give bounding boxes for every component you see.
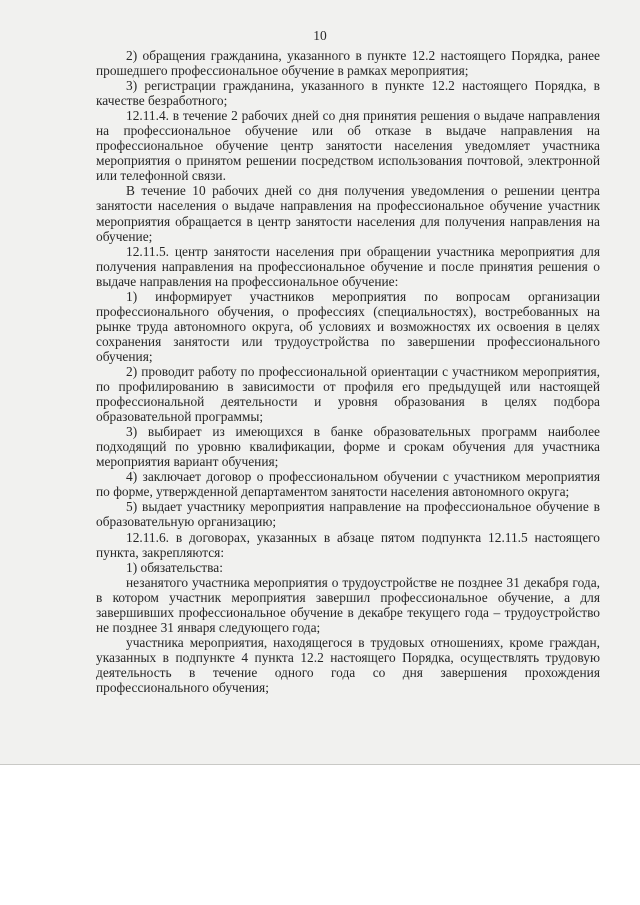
paragraph: 1) обязательства: <box>126 559 223 575</box>
paragraph: незанятого участника мероприятия о трудоустройстве не позднее 31 декабря года, в котором участник мероприятия завершил профессиональное обучение, а для завершивших профессиональное обучение в декабре текущего года – трудоустройство не позднее 31 января следующего года; <box>96 574 600 635</box>
paragraph: 12.11.4. в течение 2 рабочих дней со дня принятия решения о выдаче направления на профессиональное обучение или об отказе в выдаче направления на профессиональное обучение центр занятости населения уведомляет участника мероприятия о принятом решении посредством использования почтовой, электронной или телефонной связи. <box>96 108 600 184</box>
paragraph: 2) проводит работу по профессиональной ориентации с участником мероприятия, по профилированию в зависимости от профиля его предыдущей или настоящей профессиональной деятельности и уровня образования в целях подбора образовательной программы; <box>96 363 600 425</box>
paragraph: 12.11.6. в договорах, указанных в абзаце пятом подпункта 12.11.5 настоящего пункта, закрепляются: <box>96 529 600 560</box>
paragraph: В течение 10 рабочих дней со дня получения уведомления о решении центра занятости населения о выдаче направления на профессиональное обучение участник мероприятия обращается в центр занятости населения для получения направления на обучение; <box>96 183 600 244</box>
paragraph: 3) выбирает из имеющихся в банке образовательных программ наиболее подходящий по уровню квалификации, форме и срокам обучения для участника мероприятия вариант обучения; <box>96 424 600 470</box>
paragraph: участника мероприятия, находящегося в трудовых отношениях, кроме граждан, указанных в подпункте 4 пункта 12.2 настоящего Порядка, осуществлять трудовую деятельность в течение одного года со дня завершения прохождения профессионального обучения; <box>96 634 600 695</box>
paragraph: 5) выдает участнику мероприятия направление на профессиональное обучение в образовательную организацию; <box>96 499 600 530</box>
paragraph: 2) обращения гражданина, указанного в пункте 12.2 настоящего Порядка, ранее прошедшего профессиональное обучение в рамках мероприятия; <box>96 48 600 79</box>
paragraph: 12.11.5. центр занятости населения при обращении участника мероприятия для получения направления на профессиональное обучение и после принятия решения о выдаче направления на профессиональное обучение: <box>96 243 600 289</box>
paragraph: 3) регистрации гражданина, указанного в пункте 12.2 настоящего Порядка, в качестве безработного; <box>96 78 600 109</box>
blank-area <box>0 766 640 905</box>
page-number: 10 <box>313 28 327 43</box>
paragraph: 1) информирует участников мероприятия по вопросам организации профессионального обучения, о профессиях (специальностях), востребованных на рынке труда автономного округа, об условиях и возможностях их освоения в целях сохранения занятости или трудоустройства по завершении профессионального обучения; <box>96 288 600 364</box>
document-body <box>96 48 600 695</box>
paragraph: 4) заключает договор о профессиональном обучении с участником мероприятия по форме, утвержденной департаментом занятости населения автономного округа; <box>96 469 600 500</box>
